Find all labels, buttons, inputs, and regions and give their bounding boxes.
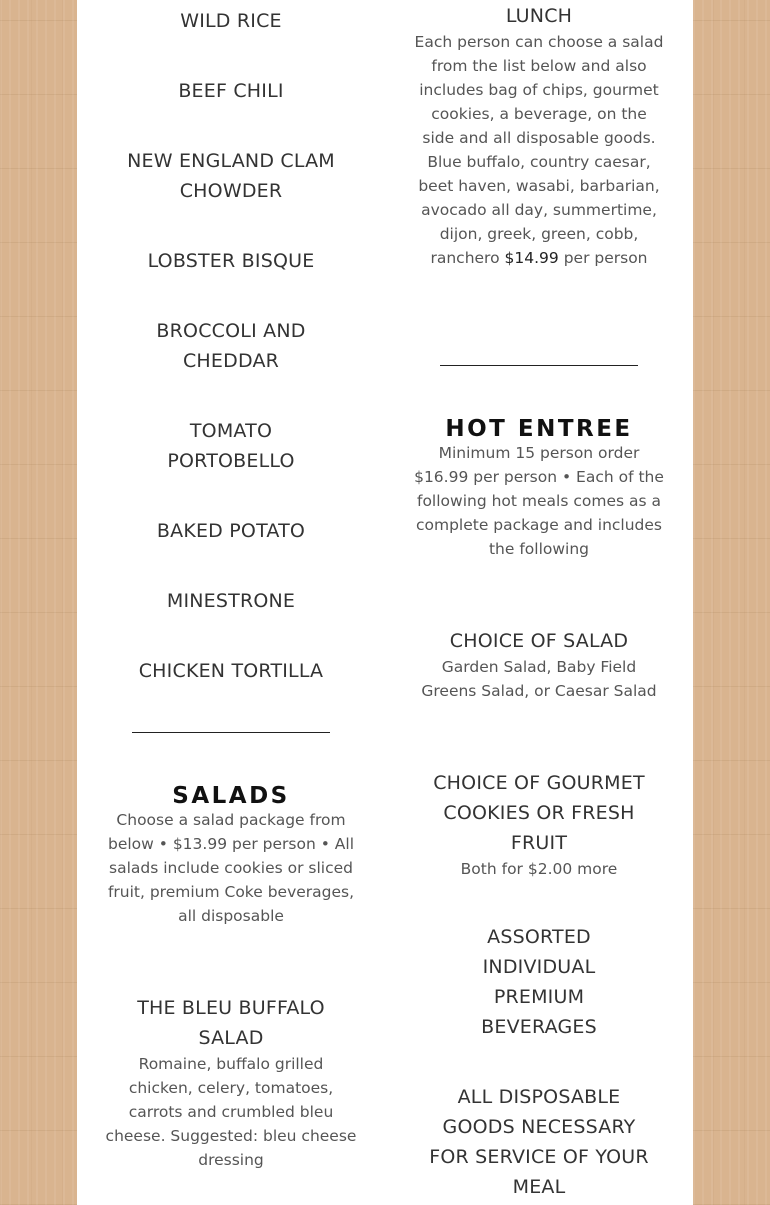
lunch-title: LUNCH xyxy=(505,5,573,27)
salads-heading: SALADS xyxy=(172,783,290,809)
soup-item-tomato-portobello: TOMATO PORTOBELLO xyxy=(167,420,295,472)
bleu-buffalo-salad-title: THE BLEU BUFFALO SALAD xyxy=(137,997,325,1049)
soup-item-broccoli-cheddar: BROCCOLI AND CHEDDAR xyxy=(156,320,306,372)
lunch-price-suffix: per person xyxy=(558,249,648,267)
disposable-goods-title: ALL DISPOSABLE GOODS NECESSARY FOR SERVICE OF YOUR MEAL xyxy=(429,1086,649,1198)
soup-item-beef-chili: BEEF CHILI xyxy=(178,80,284,102)
soup-item-minestrone: MINESTRONE xyxy=(166,590,296,612)
lunch-price: $14.99 xyxy=(504,249,559,267)
soup-item-chicken-tortilla: CHICKEN TORTILLA xyxy=(138,660,324,682)
salads-description: Choose a salad package from below • $13.99 per person • All salads include cookies or sliced fruit, premium Coke beverages, all disposable xyxy=(107,811,355,925)
soup-item-baked-potato: BAKED POTATO xyxy=(156,520,306,542)
hot-entree-heading: HOT ENTREE xyxy=(445,416,633,442)
hot-entree-description: Minimum 15 person order $16.99 per person • Each of the following hot meals comes as a complete package and includes the following xyxy=(414,444,664,558)
lunch-description xyxy=(413,30,665,270)
section-divider xyxy=(440,365,638,366)
bleu-buffalo-salad-description: Romaine, buffalo grilled chicken, celery, tomatoes, carrots and crumbled bleu cheese. Suggested: bleu cheese dressing xyxy=(105,1055,357,1169)
section-divider xyxy=(132,732,330,733)
soup-item-lobster-bisque: LOBSTER BISQUE xyxy=(147,250,315,272)
soup-item-wild-rice: WILD RICE xyxy=(180,10,282,32)
choice-of-salad-title: CHOICE OF SALAD xyxy=(449,630,629,652)
lunch-description-text: Each person can choose a salad from the list below and also includes bag of chips, gourmet cookies, a beverage, on the side and all disposable goods. Blue buffalo, country caesar, beet haven, wasabi, barbarian, avocado all day, summertime, dijon, greek, green, cobb, ranchero xyxy=(414,33,664,267)
cookies-fruit-description: Both for $2.00 more xyxy=(460,860,618,878)
cookies-fruit-title: CHOICE OF GOURMET COOKIES OR FRESH FRUIT xyxy=(433,772,645,854)
beverages-title: ASSORTED INDIVIDUAL PREMIUM BEVERAGES xyxy=(481,926,597,1038)
soup-item-clam-chowder: NEW ENGLAND CLAM CHOWDER xyxy=(127,150,335,202)
choice-of-salad-description: Garden Salad, Baby Field Greens Salad, or Caesar Salad xyxy=(421,658,657,700)
